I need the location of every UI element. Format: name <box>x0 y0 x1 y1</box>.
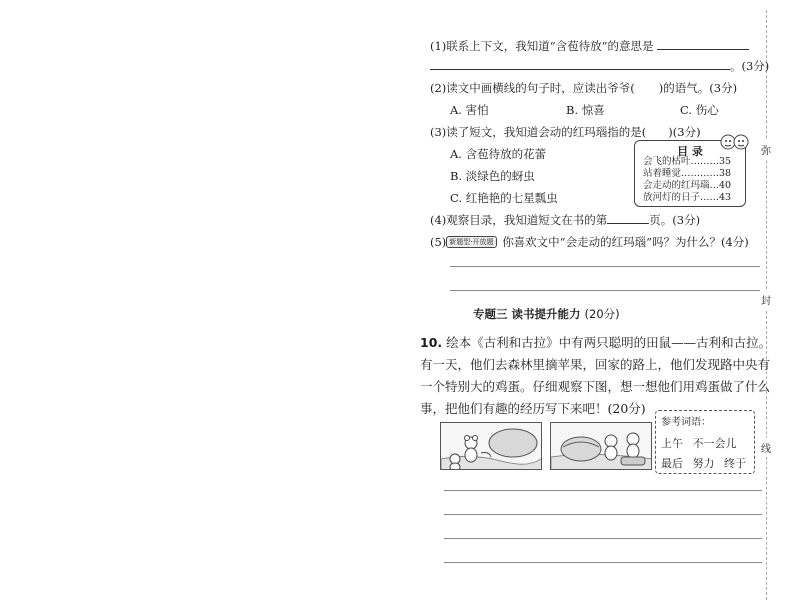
q2-option-a: A. 害怕 <box>450 103 489 117</box>
question-2-text: (2)读文中画横线的句子时，应读出爷爷( <box>430 81 635 95</box>
question-2 <box>430 80 737 96</box>
writing-line-1[interactable] <box>444 490 762 491</box>
section-title-text: 专题三 读书提升能力 <box>473 307 581 321</box>
answer-blank-1[interactable] <box>657 38 749 50</box>
section-title <box>473 306 620 322</box>
story-picture-2 <box>550 422 652 470</box>
question-4-text-after: 页。(3分) <box>649 213 701 227</box>
reference-words-title: 参考词语： <box>661 417 711 428</box>
question-10 <box>420 332 772 420</box>
q3-option-b: B. 淡绿色的蚜虫 <box>450 169 535 183</box>
answer-blank-4[interactable] <box>607 212 649 224</box>
toc-entry: 会飞的枯叶………35 <box>643 156 732 167</box>
q3-option-c: C. 红艳艳的七星瓢虫 <box>450 191 558 205</box>
question-5 <box>430 234 749 250</box>
question-3-text-after: )(3分) <box>668 125 701 139</box>
writing-line-2[interactable] <box>444 514 762 515</box>
question-10-num: 10. <box>420 335 443 350</box>
question-1 <box>430 38 749 54</box>
q3-option-a: A. 含苞待放的花蕾 <box>450 147 547 161</box>
answer-blank-1b[interactable] <box>430 58 730 70</box>
margin-label-mi: 弥 <box>760 140 772 159</box>
toc-entry: 会走动的红玛瑙…40 <box>643 180 732 191</box>
writing-line-4[interactable] <box>444 562 762 563</box>
question-3-text: (3)读了短文，我知道会动的红玛瑙指的是( <box>430 125 647 139</box>
toc-title: 目 录 <box>677 145 703 158</box>
question-10-text: 绘本《古利和古拉》中有两只聪明的田鼠——古利和古拉。有一天，他们去森林里摘苹果，回家的路上，他们发现路中央有一个特别大的鸡蛋。仔细观察下图，想一想他们用鸡蛋做了什么事，把他们有趣的经历写下来吧！(20分) <box>420 335 772 416</box>
reference-words-row-2: 最后 努力 终于 <box>661 457 746 470</box>
question-2-text-after: )的语气。(3分) <box>658 81 738 95</box>
reference-words-row-1: 上午 不一会儿 <box>661 437 737 450</box>
question-3 <box>430 124 701 140</box>
question-1-text: (1)联系上下文，我知道“含苞待放”的意思是 <box>430 39 654 53</box>
story-picture-1 <box>440 422 542 470</box>
question-5-text: 你喜欢文中“会走动的红玛瑙”吗？为什么？(4分) <box>502 235 749 249</box>
q2-option-b: B. 惊喜 <box>566 103 605 117</box>
margin-label-xian: 线 <box>760 438 772 457</box>
toc-entry: 放河灯的日子……43 <box>643 192 732 203</box>
question-5-num: (5) <box>430 235 447 249</box>
cartoon-kids-icon <box>718 130 752 156</box>
question-1-score: 。(3分) <box>730 59 770 73</box>
reference-words-box <box>655 410 755 474</box>
answer-line-5b[interactable] <box>450 290 760 291</box>
mice-find-egg-illustration <box>441 423 542 470</box>
q2-option-c: C. 伤心 <box>680 103 719 117</box>
margin-label-feng: 封 <box>760 290 772 309</box>
answer-line-5a[interactable] <box>450 266 760 267</box>
toc-entry: 站着睡觉…………38 <box>643 168 732 179</box>
mice-cooking-illustration <box>551 423 652 470</box>
new-question-badge: 新题型·开放题 <box>446 236 496 248</box>
question-4 <box>430 212 700 228</box>
question-4-text: (4)观察目录，我知道短文在书的第 <box>430 213 608 227</box>
section-score: (20分) <box>584 307 620 321</box>
question-1-cont <box>430 58 769 74</box>
writing-line-3[interactable] <box>444 538 762 539</box>
